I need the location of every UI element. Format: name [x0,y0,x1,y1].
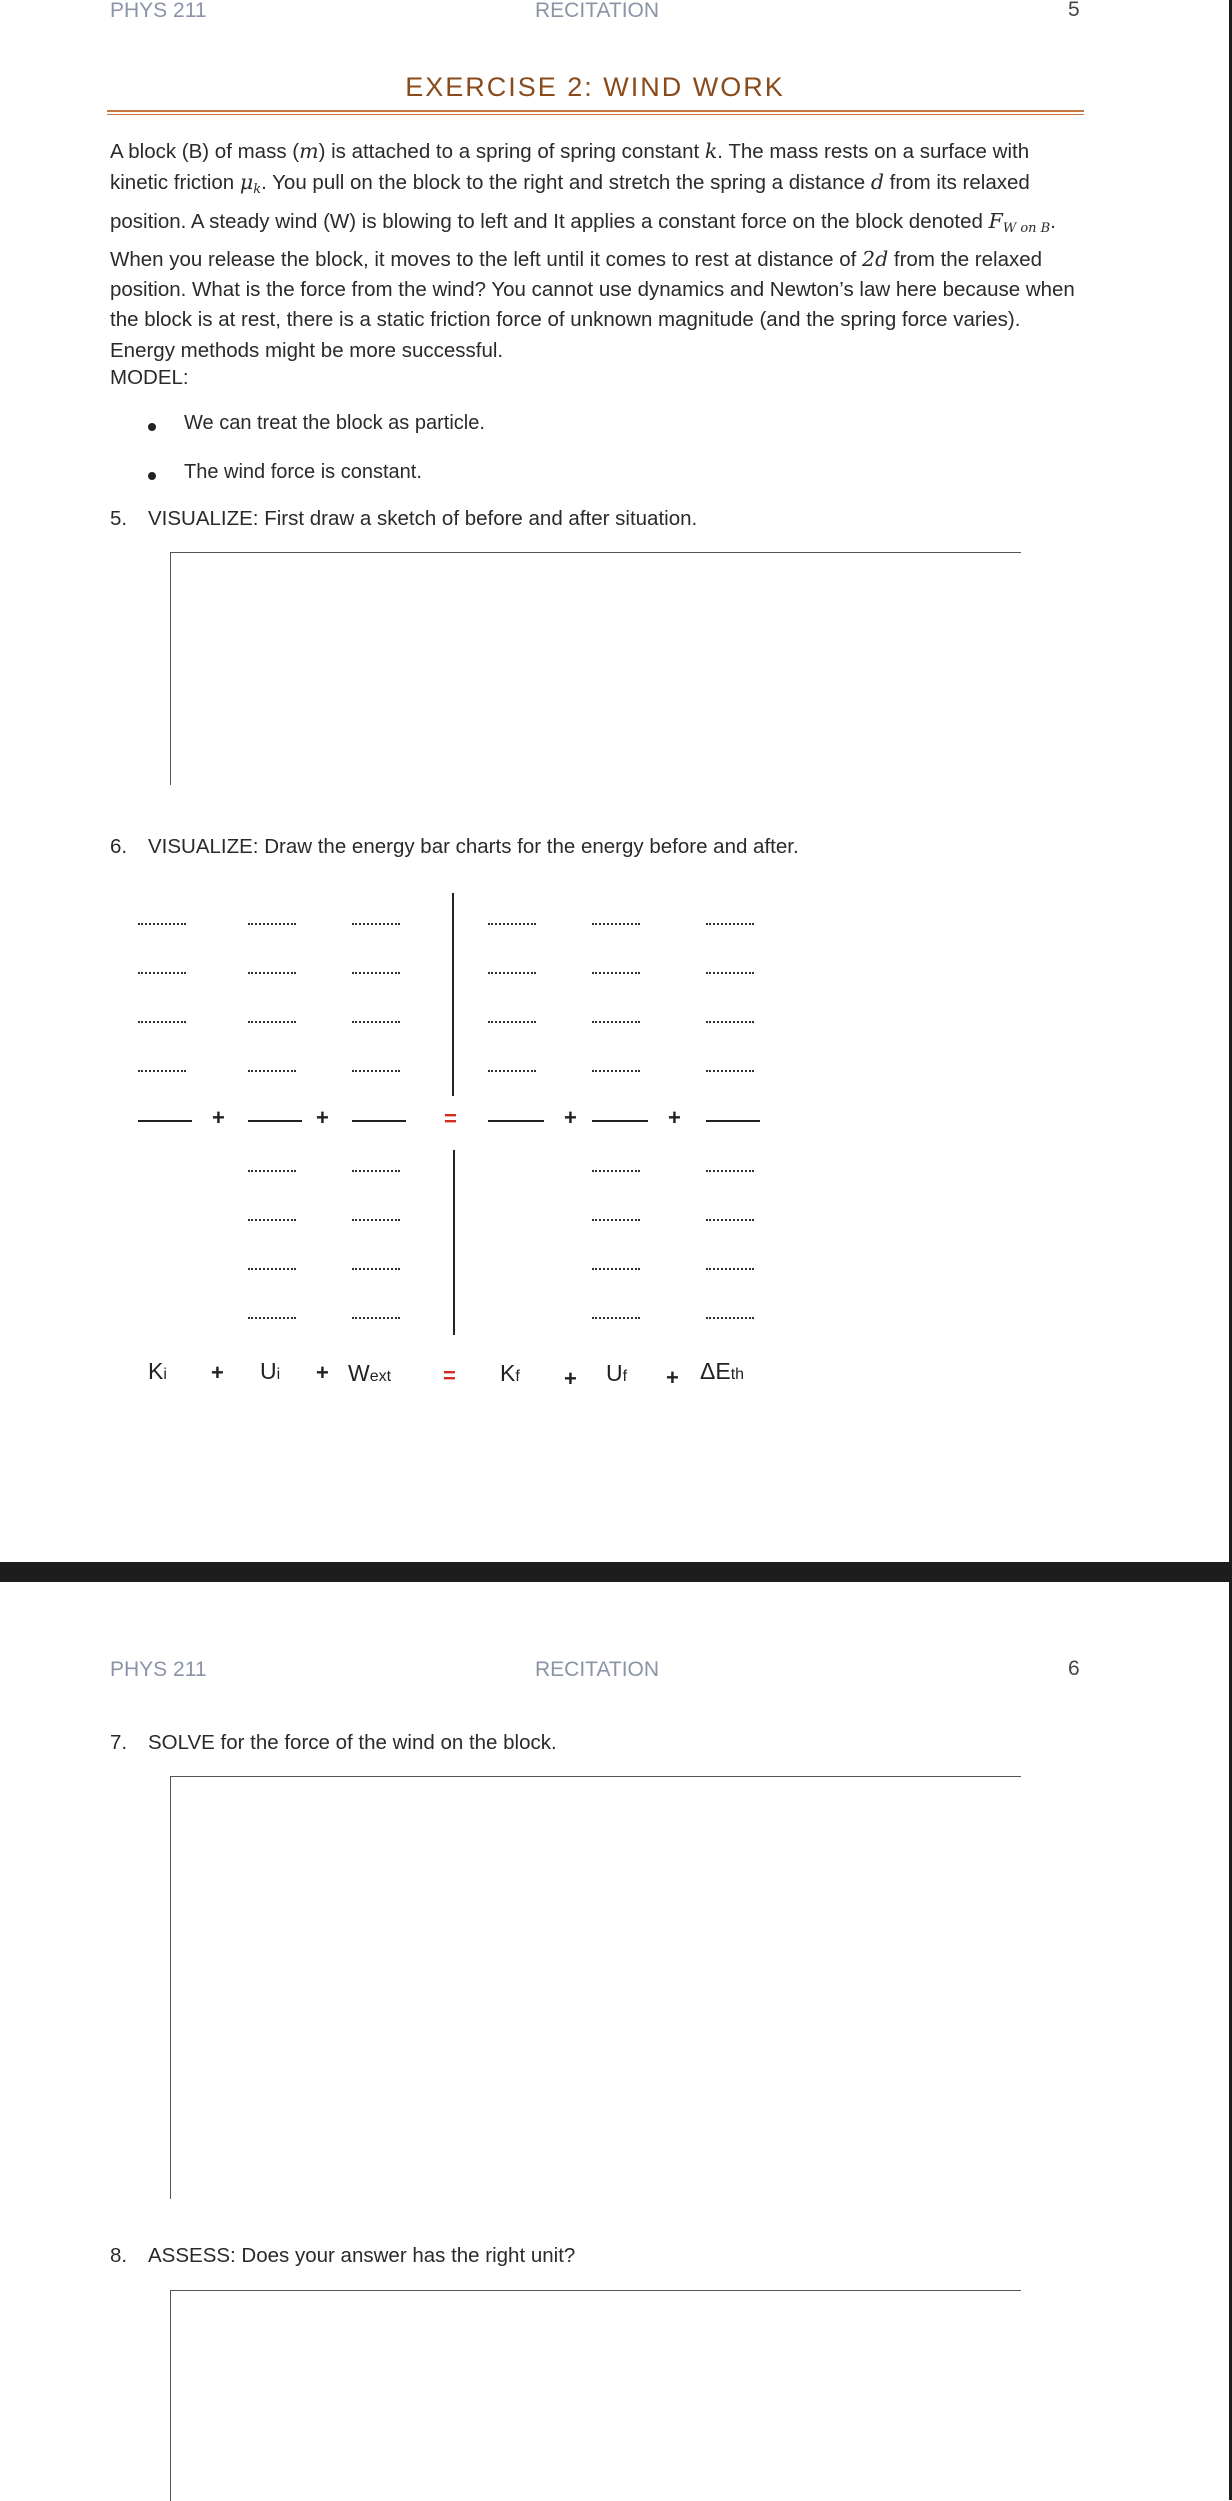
grid-line [706,1070,754,1072]
equals-sign: = [443,1363,456,1388]
grid-line [706,923,754,925]
q6-prompt: VISUALIZE: Draw the energy bar charts for the energy before and after. [148,835,799,858]
grid-line [706,1317,754,1319]
label-ki: Ki [148,1358,167,1384]
grid-line [352,1021,400,1023]
assess-answer-box[interactable] [170,2290,1021,2501]
distance-symbol: d [870,170,884,195]
grid-line [706,1219,754,1221]
page-separator [0,1562,1232,1582]
plus-sign: + [564,1105,577,1130]
grid-line [352,923,400,925]
solve-answer-box[interactable] [170,1776,1021,2199]
baseline-deth [706,1120,760,1122]
grid-line [248,1170,296,1172]
sketch-answer-box[interactable] [170,552,1021,785]
label-wext: Wext [348,1360,392,1386]
grid-line [488,1070,536,1072]
grid-line [248,1070,296,1072]
q5-number: 5. [110,507,128,530]
title-rule-thin [107,114,1084,115]
friction-symbol: $\mu_k$ [239,170,262,198]
twod-symbol: 2d [862,246,889,271]
bullet-dot [148,472,156,480]
label-ui: Ui [260,1358,281,1384]
baseline-kf [488,1120,544,1122]
grid-line [592,972,640,974]
grid-line [248,1219,296,1221]
grid-line [138,1021,186,1023]
grid-line [592,1170,640,1172]
model-label: MODEL: [110,366,189,389]
baseline-wext [352,1120,406,1122]
grid-line [352,1268,400,1270]
page-6 [0,1582,1232,2500]
plus-sign: + [668,1105,681,1130]
plus-sign: + [316,1360,329,1385]
header-recitation: RECITATION [535,1658,660,1681]
grid-line [352,972,400,974]
grid-line [488,972,536,974]
plus-sign: + [666,1365,679,1390]
plus-sign: + [564,1366,577,1391]
grid-line [592,1070,640,1072]
q5-prompt: VISUALIZE: First draw a sketch of before and after situation. [148,507,698,530]
divider-bottom [453,1150,455,1335]
header-course: PHYS 211 [110,0,207,22]
label-delta-eth: ΔEth [700,1358,745,1384]
grid-line [706,1170,754,1172]
plus-sign: + [316,1105,329,1130]
page-number: 5 [1068,0,1080,21]
title-rule [107,110,1084,112]
grid-line [248,972,296,974]
q6-number: 6. [110,835,128,858]
grid-line [592,1219,640,1221]
grid-line [592,1317,640,1319]
grid-line [248,923,296,925]
label-kf: Kf [500,1360,520,1386]
model-bullet-2: The wind force is constant. [184,461,422,483]
q8-prompt: ASSESS: Does your answer has the right unit? [148,2244,576,2267]
equals-sign: = [444,1106,457,1131]
exercise-title: EXERCISE 2: WIND WORK [405,72,785,102]
baseline-ui [248,1120,302,1122]
grid-line [352,1070,400,1072]
header-recitation: RECITATION [535,0,660,22]
spring-constant-symbol: k [704,139,718,163]
plus-sign: + [212,1105,225,1130]
grid-line [248,1268,296,1270]
grid-line [592,1268,640,1270]
grid-line [352,1170,400,1172]
wind-force-symbol: $F_{W on B}$ [988,208,1051,236]
grid-line [488,1021,536,1023]
q8-number: 8. [110,2244,128,2267]
divider-top [452,893,454,1096]
grid-line [488,923,536,925]
grid-line [248,1317,296,1319]
grid-line [138,923,186,925]
grid-line [706,1268,754,1270]
grid-line [592,923,640,925]
grid-line [352,1219,400,1221]
grid-line [706,972,754,974]
baseline-uf [592,1120,648,1122]
grid-line [138,972,186,974]
header-course: PHYS 211 [110,1658,207,1681]
problem-statement: A block (B) of mass (m) is attached to a spring of spring constant k. The mass rests on a surface with kinetic friction $\mu_k$. You pull on the block to the right and stretch the spring a distance d from its relaxed position. A steady wind (W) is blowing to left and It applies a constant force on the block denoted $F_{W on B}$. When you release the block, it moves to the left until it comes to rest at distance of 2d from the relaxed position. What is the force from the wind? You cannot use dynamics and Newton’s law here because when the block is at rest, there is a static friction force of unknown magnitude (and the spring force varies). Energy methods might be more successful. [110,139,1075,362]
bullet-dot [148,423,156,431]
grid-line [138,1070,186,1072]
label-uf: Uf [606,1360,628,1386]
baseline-ki [138,1120,192,1122]
model-bullet-1: We can treat the block as particle. [184,412,485,434]
page-number: 6 [1068,1657,1080,1680]
grid-line [248,1021,296,1023]
q7-number: 7. [110,1731,128,1754]
grid-line [706,1021,754,1023]
grid-line [592,1021,640,1023]
mass-symbol: m [299,139,319,163]
plus-sign: + [211,1360,224,1385]
grid-line [352,1317,400,1319]
q7-prompt: SOLVE for the force of the wind on the block. [148,1731,557,1754]
